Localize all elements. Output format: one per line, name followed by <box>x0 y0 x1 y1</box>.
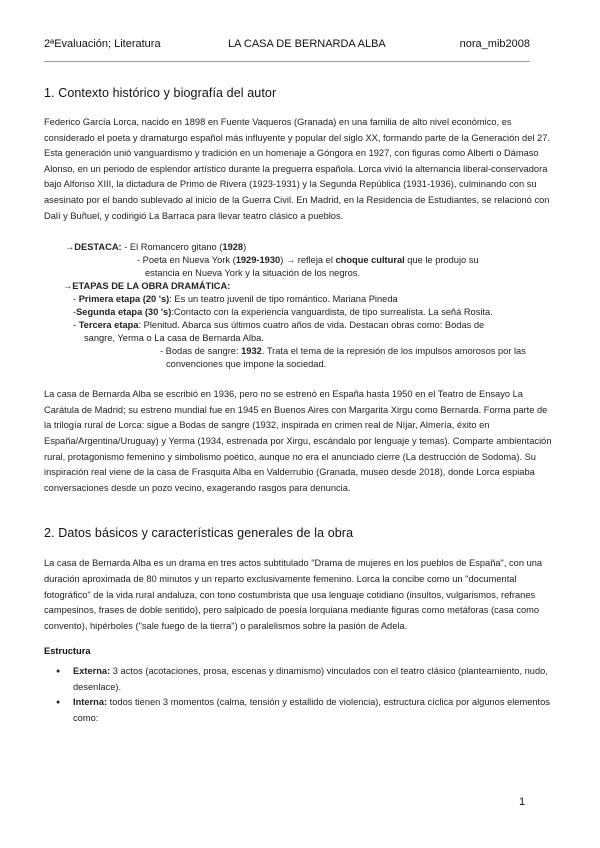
etapa-primera: - Primera etapa (20 's): Es un teatro juvenil de tipo romántico. Mariana Pineda <box>73 294 398 305</box>
header-subject: 2ªEvaluación; Literatura <box>44 38 161 50</box>
bodas-line-2: convenciones que impone la sociedad. <box>166 359 327 370</box>
destaca-line-2: - Poeta en Nueva York (1929-1930) → refleja el choque cultural que le produjo su <box>137 255 479 266</box>
document-body <box>44 86 554 727</box>
page-number: 1 <box>519 796 526 808</box>
section1-heading: 1. Contexto histórico y biografía del autor <box>44 86 277 100</box>
estructura-list <box>54 664 554 726</box>
bodas-line-1: - Bodas de sangre: 1932. Trata el tema de la represión de los impulsos amorosos por las <box>160 346 526 357</box>
etapas-label: →ETAPAS DE LA OBRA DRAMÁTICA: <box>63 281 231 292</box>
etapa-tercera-line2: sangre, Yerma o La casa de Bernarda Alba. <box>84 333 264 344</box>
section2-heading: 2. Datos básicos y características generales de la obra <box>44 526 354 541</box>
section1-paragraph-biography: Federico García Lorca, nacido en 1898 en Fuente Vaqueros (Granada) en una familia de alto nivel económico, es considerado el poeta y dramaturgo español más influyente y popular del siglo XX, formando parte de la Generación del 27. Esta generación unió vanguardismo y tradición en un homenaje a Góngora en 1927, con figuras como Alberti o Dámaso Alonso, en un periodo de esplendor artístico durante la preguerra española. Lorca vivió la alternancia liberal-conservadora bajo Alfonso XIII, la dictadura de Primo de Rivera (1923-1931) y la Segunda República (1931-1936), culminando con su asesinato por el bando sublevado al inicio de la Guerra Civil. En Madrid, en la Residencia de Estudiantes, se relacionó con Dalí y Buñuel, y codirigió La Barraca para llevar teatro clásico a pueblos. <box>44 117 550 221</box>
destaca-line-1: →DESTACA: - El Romancero gitano (1928) <box>65 242 247 253</box>
header-author: nora_mib2008 <box>459 38 530 50</box>
destaca-line-3: estancia en Nueva York y la situación de los negros. <box>145 268 360 279</box>
list-item: ● Externa: 3 actos (acotaciones, prosa, escenas y dinamismo) vinculados con el teatro clásico (planteamiento, nudo, desenlace). <box>54 664 554 695</box>
list-item: ● Interna: todos tienen 3 momentos (calma, tensión y estallido de violencia), estructura cíclica por algunos elementos como: <box>54 695 554 726</box>
header-divider <box>44 61 530 62</box>
header-title: LA CASA DE BERNARDA ALBA <box>228 38 386 50</box>
estructura-heading: Estructura <box>44 646 91 657</box>
page-header <box>44 38 530 54</box>
etapa-tercera: - Tercera etapa: Plenitud. Abarca sus últimos cuatro años de vida. Destacan obras como: Bodas de <box>73 320 485 331</box>
etapa-segunda: -Segunda etapa (30 's):Contacto con la experiencia vanguardista, de tipo surrealista. La señá Rosita. <box>73 307 493 318</box>
section1-paragraph-obra: La casa de Bernarda Alba se escribió en 1936, pero no se estrenó en España hasta 1950 en el Teatro de Ensayo La Carátula de Madrid; su estreno mundial fue en 1945 en Buenos Aires con Margarita Xirgu como Bernarda. Forma parte de la trilogía rural de Lorca: sigue a Bodas de sangre (1932, inspirada en crimen real de Níjar, Almería, éxito en España/Argentina/Uruguay) y Yerma (1934, estrenada por Xirgu, escándalo por lenguaje y temas). Comparte ambientación rural, protagonismo femenino y simbolismo poético, aunque no era el anunciado cierre (La destrucción de Sodoma). Su inspiración real viene de la casa de Frasquita Alba en Valderrubio (Granada, museo desde 2018), donde Lorca espiaba conversaciones desde un pozo vecino, exagerando rasgos para denuncia. <box>44 389 552 493</box>
destaca-label: →DESTACA: <box>65 242 122 253</box>
section2-paragraph: La casa de Bernarda Alba es un drama en tres actos subtitulado "Drama de mujeres en los pueblos de España", con una duración aproximada de 80 minutos y un reparto exclusivamente femenino. Lorca la concibe como un "documental fotográfico" de la vida rural andaluza, con tono costumbrista que usa lenguaje cotidiano (insultos, vulgarismos, refranes campesinos, frases de doble sentido), pero salpicado de poesía lorquiana mediante figuras como metáforas (casa como convento), hipérboles ("sale fuego de la tierra") o paralelismos sobre la pasión de Adela. <box>44 558 543 631</box>
destaca-block <box>44 241 554 371</box>
